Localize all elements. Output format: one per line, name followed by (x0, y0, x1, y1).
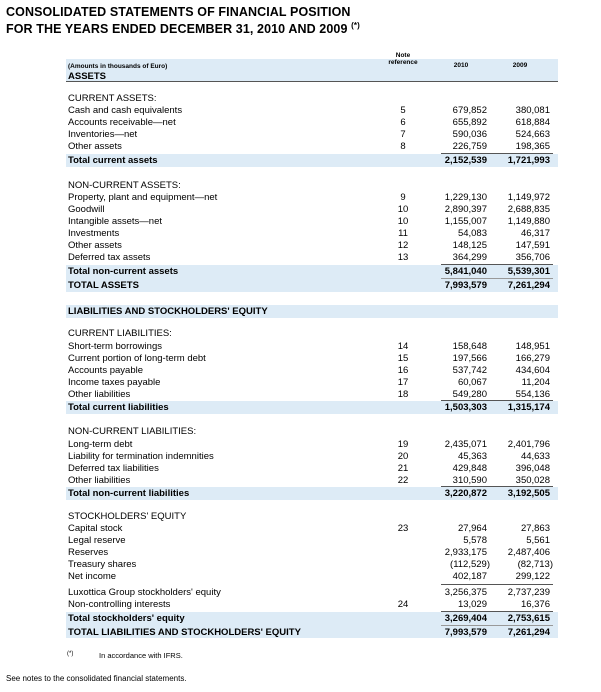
row-label: Other liabilities (68, 475, 131, 486)
row-label: Legal reserve (68, 535, 126, 546)
year-2009-header: 2009 (512, 62, 528, 69)
total-assets-2009: 7,261,294 (507, 280, 550, 291)
row-label: Accounts receivable—net (68, 117, 176, 128)
note-header-1: Note (395, 52, 411, 59)
row-label: Liability for termination indemnities (68, 451, 214, 462)
equity-heading: STOCKHOLDERS' EQUITY (68, 511, 187, 522)
row-label: Deferred tax assets (68, 252, 151, 263)
value-2010: 2,890,397 (444, 204, 487, 215)
amounts-caption: (Amounts in thousands of Euro) (68, 63, 168, 70)
value-2010: 402,187 (452, 571, 487, 582)
total-non-current-assets-label: Total non-current assets (68, 266, 179, 277)
total-equity-label: Total stockholders' equity (68, 613, 185, 624)
row-note: 13 (397, 252, 409, 263)
value-2009: 166,279 (515, 353, 550, 364)
value-2009: 16,376 (520, 599, 550, 610)
total-assets-label: TOTAL ASSETS (68, 280, 139, 291)
row-label: Other assets (68, 141, 122, 152)
row-note: 10 (397, 216, 409, 227)
value-2010: 310,590 (452, 475, 487, 486)
row-note: 16 (397, 365, 409, 376)
total-non-current-liabilities-label: Total non-current liabilities (68, 488, 190, 499)
total-liabilities-equity-2010: 7,993,579 (444, 627, 487, 638)
row-note: 15 (397, 353, 409, 364)
title-line-2-text: FOR THE YEARS ENDED DECEMBER 31, 2010 AND 2009 (6, 22, 348, 37)
value-2010: 537,742 (452, 365, 487, 376)
value-2010: 679,852 (452, 105, 487, 116)
row-note: 8 (400, 141, 406, 152)
row-label: Accounts payable (68, 365, 143, 376)
value-2010: 3,256,375 (444, 587, 487, 598)
row-note: 17 (397, 377, 409, 388)
row-label: Other assets (68, 240, 122, 251)
assets-heading: ASSETS (68, 71, 107, 82)
row-label: Goodwill (68, 204, 105, 215)
row-label: Cash and cash equivalents (68, 105, 183, 116)
row-label: Reserves (68, 547, 109, 558)
row-note: 22 (397, 475, 409, 486)
row-label: Other liabilities (68, 389, 131, 400)
value-2009: 46,317 (520, 228, 550, 239)
non-current-liabilities-heading: NON-CURRENT LIABILITIES: (68, 426, 197, 437)
value-2009: 1,149,972 (507, 192, 550, 203)
value-2009: 198,365 (515, 141, 550, 152)
value-2009: 5,561 (526, 535, 550, 546)
row-label: Luxottica Group stockholders' equity (68, 587, 221, 598)
value-2009: 618,884 (515, 117, 550, 128)
see-notes: See notes to the consolidated financial statements. (6, 674, 187, 683)
rule (441, 486, 553, 487)
row-label: Inventories—net (68, 129, 138, 140)
title-marker: (*) (351, 21, 360, 30)
value-2009: 299,122 (515, 571, 550, 582)
rule (441, 611, 553, 612)
value-2009: 2,688,835 (507, 204, 550, 215)
value-2010: 13,029 (457, 599, 487, 610)
value-2010: 45,363 (457, 451, 487, 462)
total-equity-2010: 3,269,404 (444, 613, 487, 624)
value-2010: 197,566 (452, 353, 487, 364)
rule (441, 625, 553, 626)
row-label: Current portion of long-term debt (68, 353, 206, 364)
value-2009: 396,048 (515, 463, 550, 474)
value-2009: 554,136 (515, 389, 550, 400)
row-label: Treasury shares (68, 559, 137, 570)
row-note: 5 (400, 105, 406, 116)
current-liabilities-heading: CURRENT LIABILITIES: (68, 328, 172, 339)
row-note: 18 (397, 389, 409, 400)
total-liabilities-equity-2009: 7,261,294 (507, 627, 550, 638)
value-2009: 380,081 (515, 105, 550, 116)
value-2009: 2,737,239 (507, 587, 550, 598)
row-note: 14 (397, 341, 409, 352)
value-2009: 147,591 (515, 240, 550, 251)
total-non-current-assets-2009: 5,539,301 (507, 266, 550, 277)
row-note: 9 (400, 192, 406, 203)
liabilities-title: LIABILITIES AND STOCKHOLDERS' EQUITY (68, 306, 268, 317)
total-assets-2010: 7,993,579 (444, 280, 487, 291)
current-assets-heading: CURRENT ASSETS: (68, 93, 157, 104)
value-2009: 44,633 (520, 451, 550, 462)
total-current-liabilities-2010: 1,503,303 (444, 402, 487, 413)
non-current-assets-heading: NON-CURRENT ASSETS: (68, 180, 181, 191)
value-2010: 1,229,130 (444, 192, 487, 203)
footnote-text: In accordance with IFRS. (99, 651, 183, 660)
value-2010: 2,933,175 (444, 547, 487, 558)
value-2010: 2,435,071 (444, 439, 487, 450)
note-header-2: reference (388, 59, 418, 66)
row-label: Long-term debt (68, 439, 133, 450)
total-current-liabilities-label: Total current liabilities (68, 402, 169, 413)
row-label: Net income (68, 571, 117, 582)
value-2010: 549,280 (452, 389, 487, 400)
value-2009: 356,706 (515, 252, 550, 263)
value-2009: (82,713) (517, 559, 553, 570)
value-2010: 5,578 (463, 535, 487, 546)
total-equity-2009: 2,753,615 (507, 613, 550, 624)
value-2009: 2,401,796 (507, 439, 550, 450)
row-label: Deferred tax liabilities (68, 463, 159, 474)
value-2010: 148,125 (452, 240, 487, 251)
row-label: Non-controlling interests (68, 599, 171, 610)
row-note: 11 (398, 228, 408, 239)
total-current-assets-2009: 1,721,993 (507, 155, 550, 166)
value-2010: 27,964 (457, 523, 487, 534)
total-liabilities-equity-label: TOTAL LIABILITIES AND STOCKHOLDERS' EQUITY (68, 627, 301, 638)
row-note: 23 (397, 523, 409, 534)
row-note: 12 (397, 240, 409, 251)
total-non-current-assets-2010: 5,841,040 (444, 266, 487, 277)
value-2009: 1,149,880 (507, 216, 550, 227)
row-label: Intangible assets—net (68, 216, 163, 227)
row-label: Investments (68, 228, 120, 239)
value-2010: 226,759 (452, 141, 487, 152)
value-2010: 364,299 (452, 252, 487, 263)
rule (441, 153, 553, 154)
total-current-liabilities-2009: 1,315,174 (507, 402, 550, 413)
value-2010: 655,892 (452, 117, 487, 128)
header-rule (66, 81, 558, 82)
value-2010: (112,529) (450, 559, 490, 570)
row-note: 7 (400, 129, 406, 140)
row-note: 21 (397, 463, 409, 474)
row-label: Short-term borrowings (68, 341, 162, 352)
value-2010: 54,083 (457, 228, 487, 239)
value-2009: 11,204 (521, 377, 550, 388)
row-note: 20 (397, 451, 409, 462)
value-2009: 524,663 (515, 129, 550, 140)
row-note: 10 (397, 204, 409, 215)
row-note: 19 (397, 439, 409, 450)
row-note: 6 (400, 117, 406, 128)
value-2009: 2,487,406 (507, 547, 550, 558)
rule (441, 278, 553, 279)
total-current-assets-2010: 2,152,539 (444, 155, 487, 166)
rule (441, 584, 553, 585)
rule (441, 264, 553, 265)
title-line-2 (6, 21, 360, 36)
row-label: Property, plant and equipment—net (68, 192, 218, 203)
value-2009: 350,028 (515, 475, 550, 486)
value-2009: 148,951 (515, 341, 550, 352)
value-2009: 27,863 (520, 523, 550, 534)
rule (441, 400, 553, 401)
value-2010: 429,848 (452, 463, 487, 474)
row-note: 24 (397, 599, 409, 610)
value-2010: 1,155,007 (444, 216, 487, 227)
value-2010: 60,067 (457, 377, 487, 388)
total-current-assets-label: Total current assets (68, 155, 158, 166)
year-2010-header: 2010 (453, 62, 469, 69)
value-2010: 590,036 (452, 129, 487, 140)
value-2009: 434,604 (515, 365, 550, 376)
total-non-current-liabilities-2010: 3,220,872 (444, 488, 487, 499)
total-non-current-liabilities-2009: 3,192,505 (507, 488, 550, 499)
footnote-marker: (*) (67, 651, 74, 657)
title-line-1: CONSOLIDATED STATEMENTS OF FINANCIAL POSITION (6, 5, 351, 19)
row-label: Capital stock (68, 523, 123, 534)
value-2010: 158,648 (452, 341, 487, 352)
row-label: Income taxes payable (68, 377, 161, 388)
